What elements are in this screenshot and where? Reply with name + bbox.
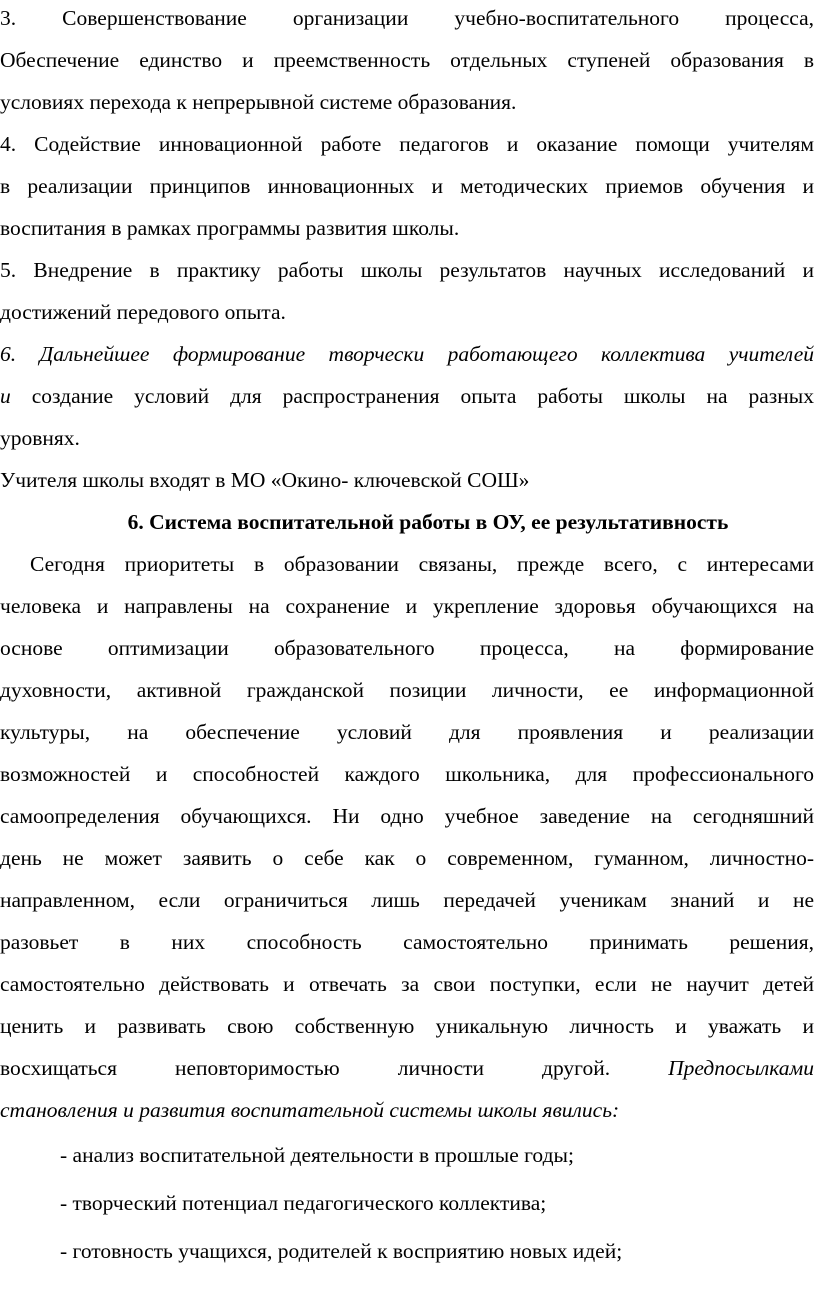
para-line-12: ценить и развивать свою собственную уникальную личность и уважать и (0, 1014, 814, 1038)
para-line-8: день не может заявить о себе как о современном, гуманном, личностно- (0, 846, 814, 870)
mo-note: Учителя школы входят в МО «Окино- ключевской СОШ» (0, 468, 530, 492)
item-6-line-2-rest: создание условий для распространения опыта работы школы на разных (10, 384, 814, 408)
list-item-1: - анализ воспитательной деятельности в прошлые годы; (60, 1143, 574, 1167)
para-line-7: самоопределения обучающихся. Ни одно учебное заведение на сегодняшний (0, 804, 814, 828)
item-6-line-1: 6. Дальнейшее формирование творчески работающего коллектива учителей (0, 342, 814, 366)
item-5-line-1: 5. Внедрение в практику работы школы результатов научных исследований и (0, 258, 814, 282)
para-line-5: культуры, на обеспечение условий для проявления и реализации (0, 720, 814, 744)
para-line-13-italic: Предпосылками (668, 1056, 814, 1080)
item-6-line-2 (0, 381, 814, 411)
para-line-11: самостоятельно действовать и отвечать за свои поступки, если не научит детей (0, 972, 814, 996)
para-line-4: духовности, активной гражданской позиции личности, ее информационной (0, 678, 814, 702)
item-3-line-3: условиях перехода к непрерывной системе образования. (0, 90, 517, 114)
para-line-6: возможностей и способностей каждого школьника, для профессионального (0, 762, 814, 786)
item-5-line-2: достижений передового опыта. (0, 300, 286, 324)
item-4-line-1: 4. Содействие инновационной работе педагогов и оказание помощи учителям (0, 132, 814, 156)
para-line-13-text: восхищаться неповторимостью личности другой. (0, 1056, 611, 1080)
item-6-line-3: уровнях. (0, 426, 80, 450)
para-line-14-italic: становления и развития воспитательной системы школы явились: (0, 1098, 620, 1122)
item-4-line-2: в реализации принципов инновационных и методических приемов обучения и (0, 174, 814, 198)
list-item-2: - творческий потенциал педагогического коллектива; (60, 1191, 547, 1215)
item-6-line-2-italic: и (0, 384, 11, 408)
para-line-13 (0, 1053, 814, 1083)
list-item-3: - готовность учащихся, родителей к восприятию новых идей; (60, 1239, 623, 1263)
section-heading: 6. Система воспитательной работы в ОУ, ее результативность (127, 510, 729, 534)
item-3-line-1: 3. Совершенствование организации учебно-воспитательного процесса, (0, 6, 814, 30)
item-3-line-2: Обеспечение единство и преемственность отдельных ступеней образования в (0, 48, 814, 72)
para-line-1: Сегодня приоритеты в образовании связаны, прежде всего, с интересами (30, 552, 814, 576)
para-line-10: разовьет в них способность самостоятельно принимать решения, (0, 930, 814, 954)
para-line-9: направленном, если ограничиться лишь передачей ученикам знаний и не (0, 888, 814, 912)
para-line-3: основе оптимизации образовательного процесса, на формирование (0, 636, 814, 660)
item-4-line-3: воспитания в рамках программы развития школы. (0, 216, 460, 240)
para-line-2: человека и направлены на сохранение и укрепление здоровья обучающихся на (0, 594, 814, 618)
